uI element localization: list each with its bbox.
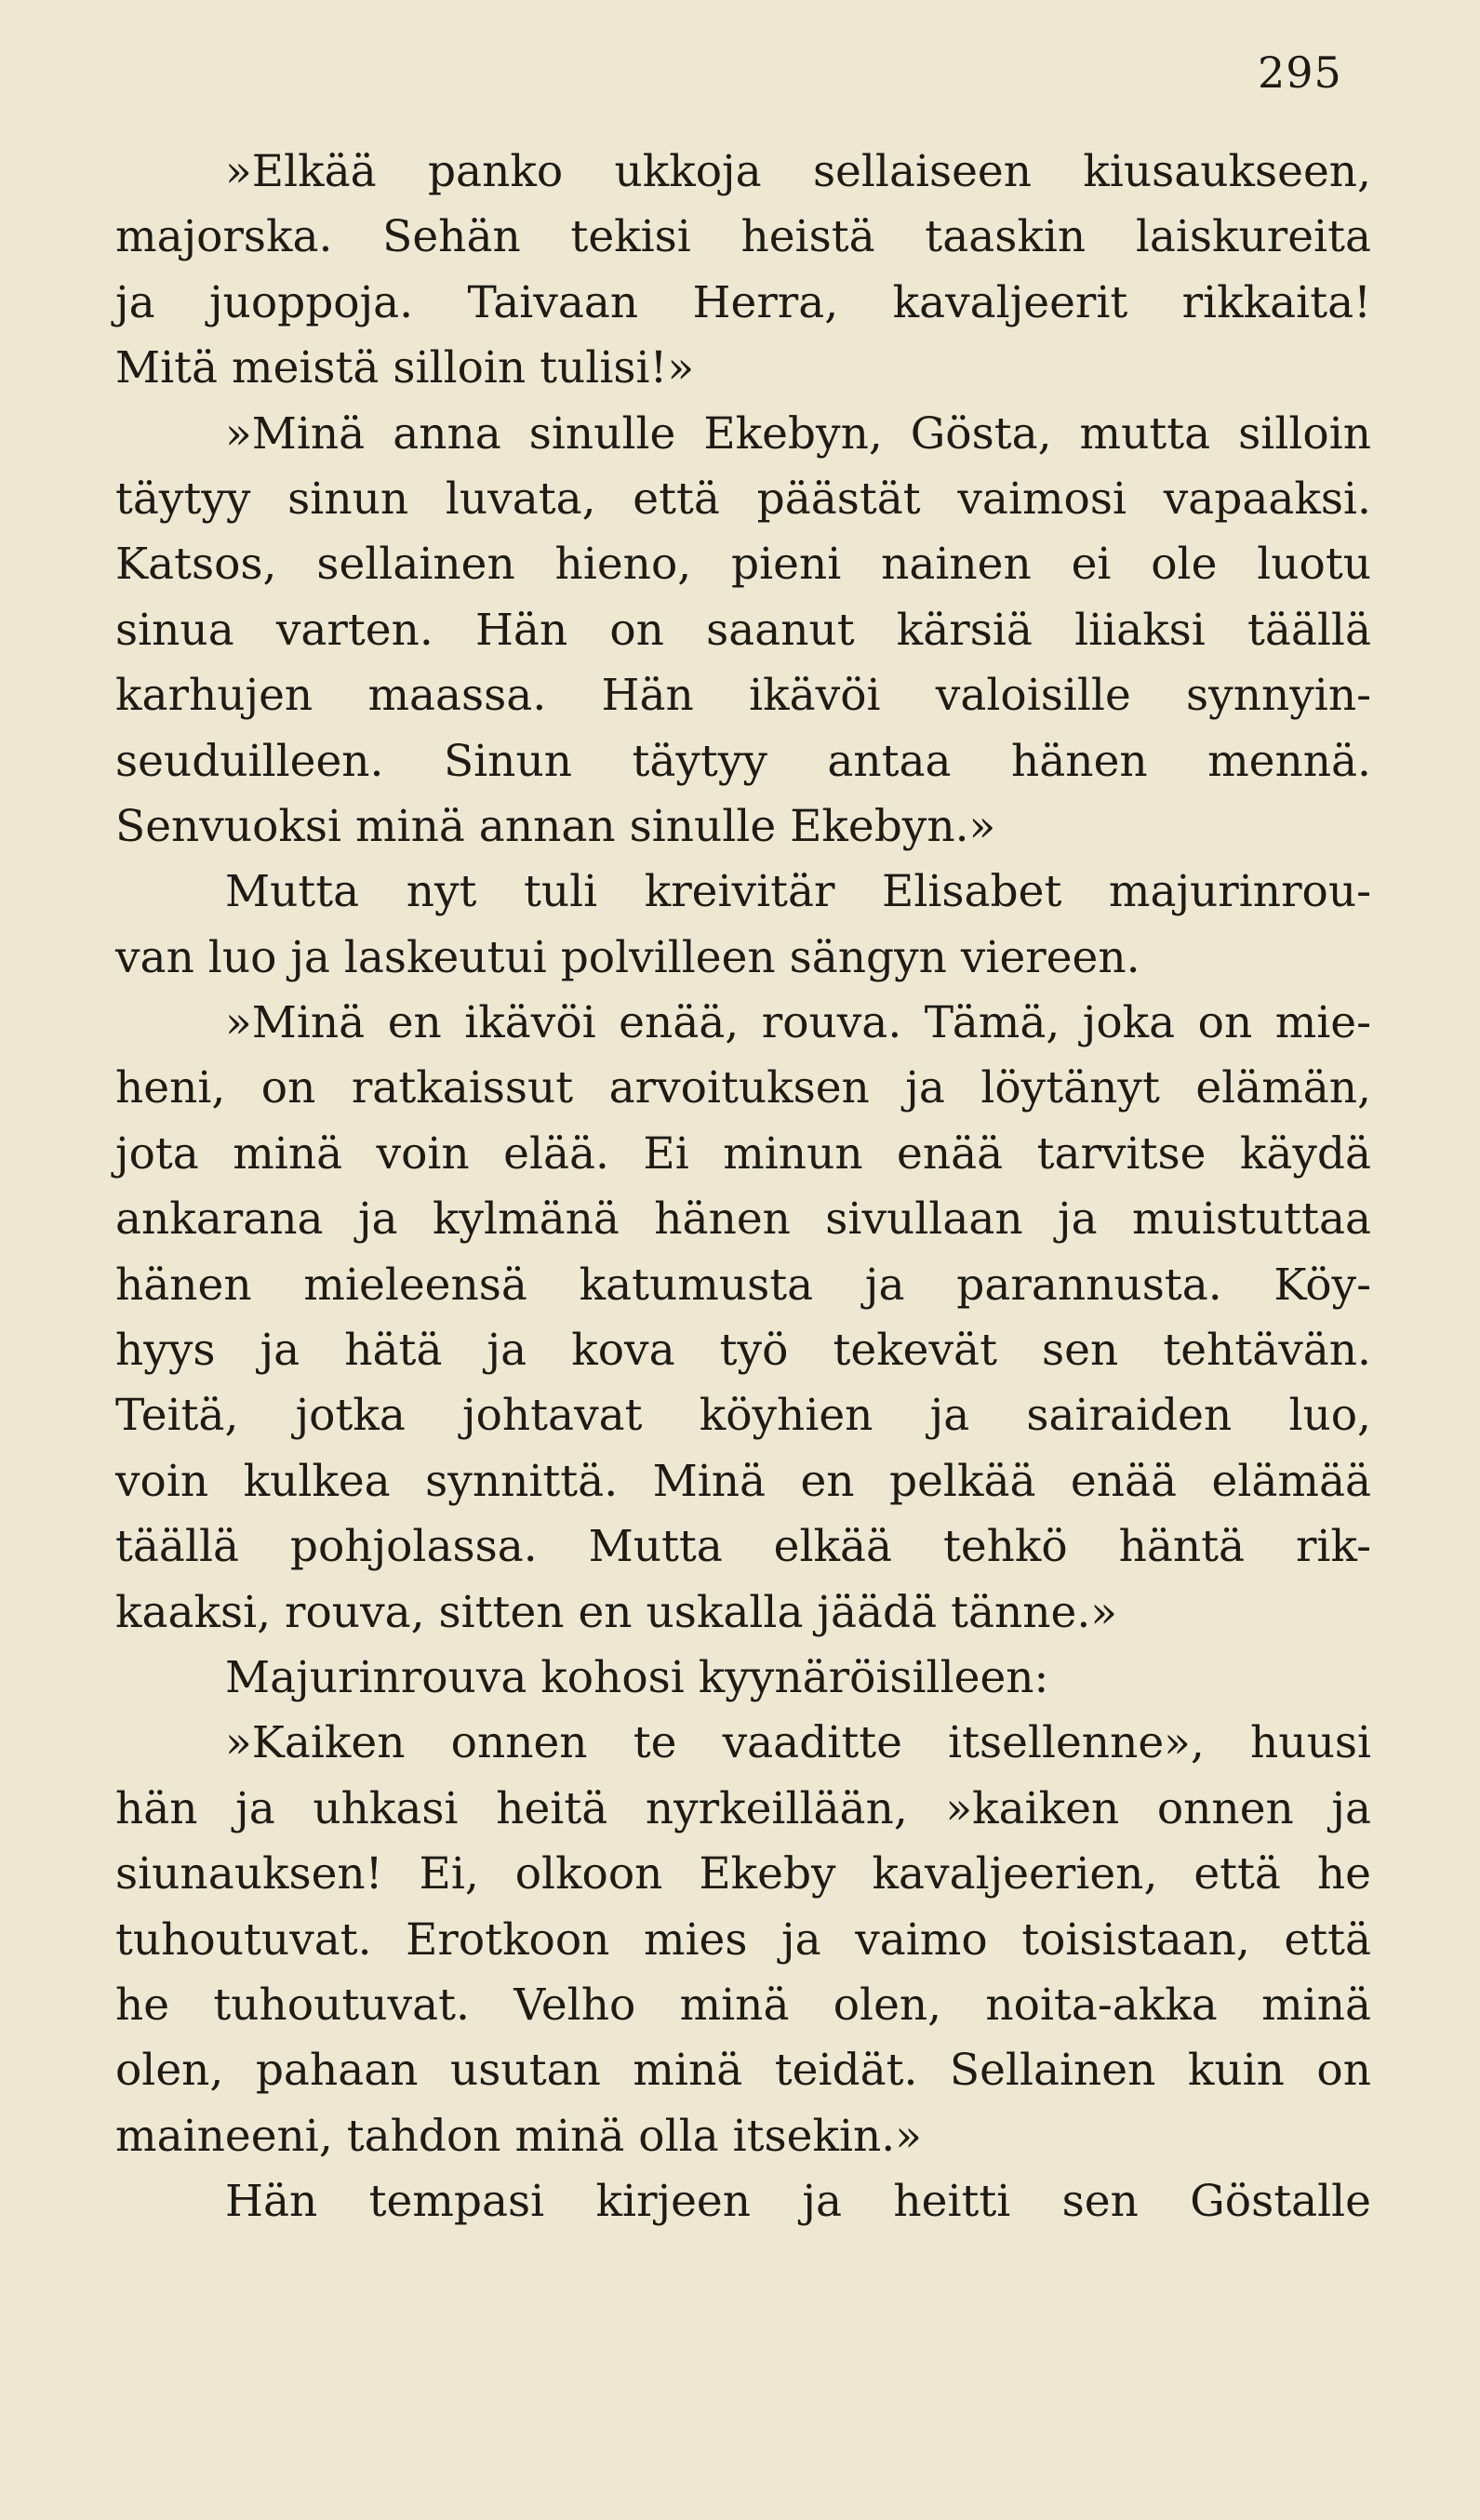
text-line: voin kulkea synnittä. Minä en pelkää enää elämää	[115, 1455, 1371, 1507]
text-line: hyys ja hätä ja kova työ tekevät sen tehtävän.	[115, 1325, 1371, 1377]
text-line: Majurinrouva kohosi kyynäröisilleen:	[225, 1651, 1049, 1703]
text-line: van luo ja laskeutui polvilleen sängyn viereen.	[115, 931, 1140, 983]
text-line: majorska. Sehän tekisi heistä taaskin laiskureita	[115, 211, 1371, 263]
text-line: olen, pahaan usutan minä teidät. Sellainen kuin on	[115, 2045, 1371, 2097]
text-line: seuduilleen. Sinun täytyy antaa hänen mennä.	[115, 735, 1371, 787]
text-line: täytyy sinun luvata, että päästät vaimosi vapaaksi.	[115, 473, 1371, 525]
text-line: Teitä, jotka johtavat köyhien ja sairaiden luo,	[115, 1390, 1371, 1442]
text-line: jota minä voin elää. Ei minun enää tarvitse käydä	[115, 1127, 1371, 1180]
text-line: karhujen maassa. Hän ikävöi valoisille synnyin-	[115, 670, 1371, 722]
text-line: kaaksi, rouva, sitten en uskalla jäädä tänne.»	[115, 1586, 1118, 1638]
text-line: Mitä meistä silloin tulisi!»	[115, 342, 695, 394]
text-line: ja juoppoja. Taivaan Herra, kavaljeerit rikkaita!	[115, 276, 1371, 328]
text-line: Mutta nyt tuli kreivitär Elisabet majurinrou-	[225, 866, 1371, 918]
body-text	[115, 140, 1371, 2235]
text-line: heni, on ratkaissut arvoituksen ja löytänyt elämän,	[115, 1062, 1371, 1114]
text-line: täällä pohjolassa. Mutta elkää tehkö häntä rik-	[115, 1521, 1371, 1573]
text-line: he tuhoutuvat. Velho minä olen, noita-akka minä	[115, 1979, 1371, 2031]
text-line: »Minä anna sinulle Ekebyn, Gösta, mutta silloin	[225, 407, 1371, 460]
text-line: »Kaiken onnen te vaaditte itsellenne», huusi	[225, 1717, 1371, 1769]
text-line: Hän tempasi kirjeen ja heitti sen Göstalle	[225, 2176, 1371, 2228]
text-line: maineeni, tahdon minä olla itsekin.»	[115, 2110, 922, 2162]
text-line: »Elkää panko ukkoja sellaiseen kiusaukseen,	[225, 146, 1371, 197]
text-line: Senvuoksi minä annan sinulle Ekebyn.»	[115, 800, 996, 852]
text-line: hän ja uhkasi heitä nyrkeillään, »kaiken onnen ja	[115, 1782, 1371, 1834]
text-line: sinua varten. Hän on saanut kärsiä liiaksi täällä	[115, 604, 1371, 656]
text-line: hänen mieleensä katumusta ja parannusta. Köy-	[115, 1259, 1371, 1311]
page-number: 295	[1258, 47, 1342, 98]
text-line: siunauksen! Ei, olkoon Ekeby kavaljeerien, että he	[115, 1848, 1371, 1900]
text-line: »Minä en ikävöi enää, rouva. Tämä, joka on mie-	[225, 997, 1371, 1049]
text-line: tuhoutuvat. Erotkoon mies ja vaimo toisistaan, että	[115, 1913, 1371, 1966]
text-line: ankarana ja kylmänä hänen sivullaan ja muistuttaa	[115, 1193, 1371, 1246]
text-line: Katsos, sellainen hieno, pieni nainen ei ole luotu	[115, 539, 1371, 591]
